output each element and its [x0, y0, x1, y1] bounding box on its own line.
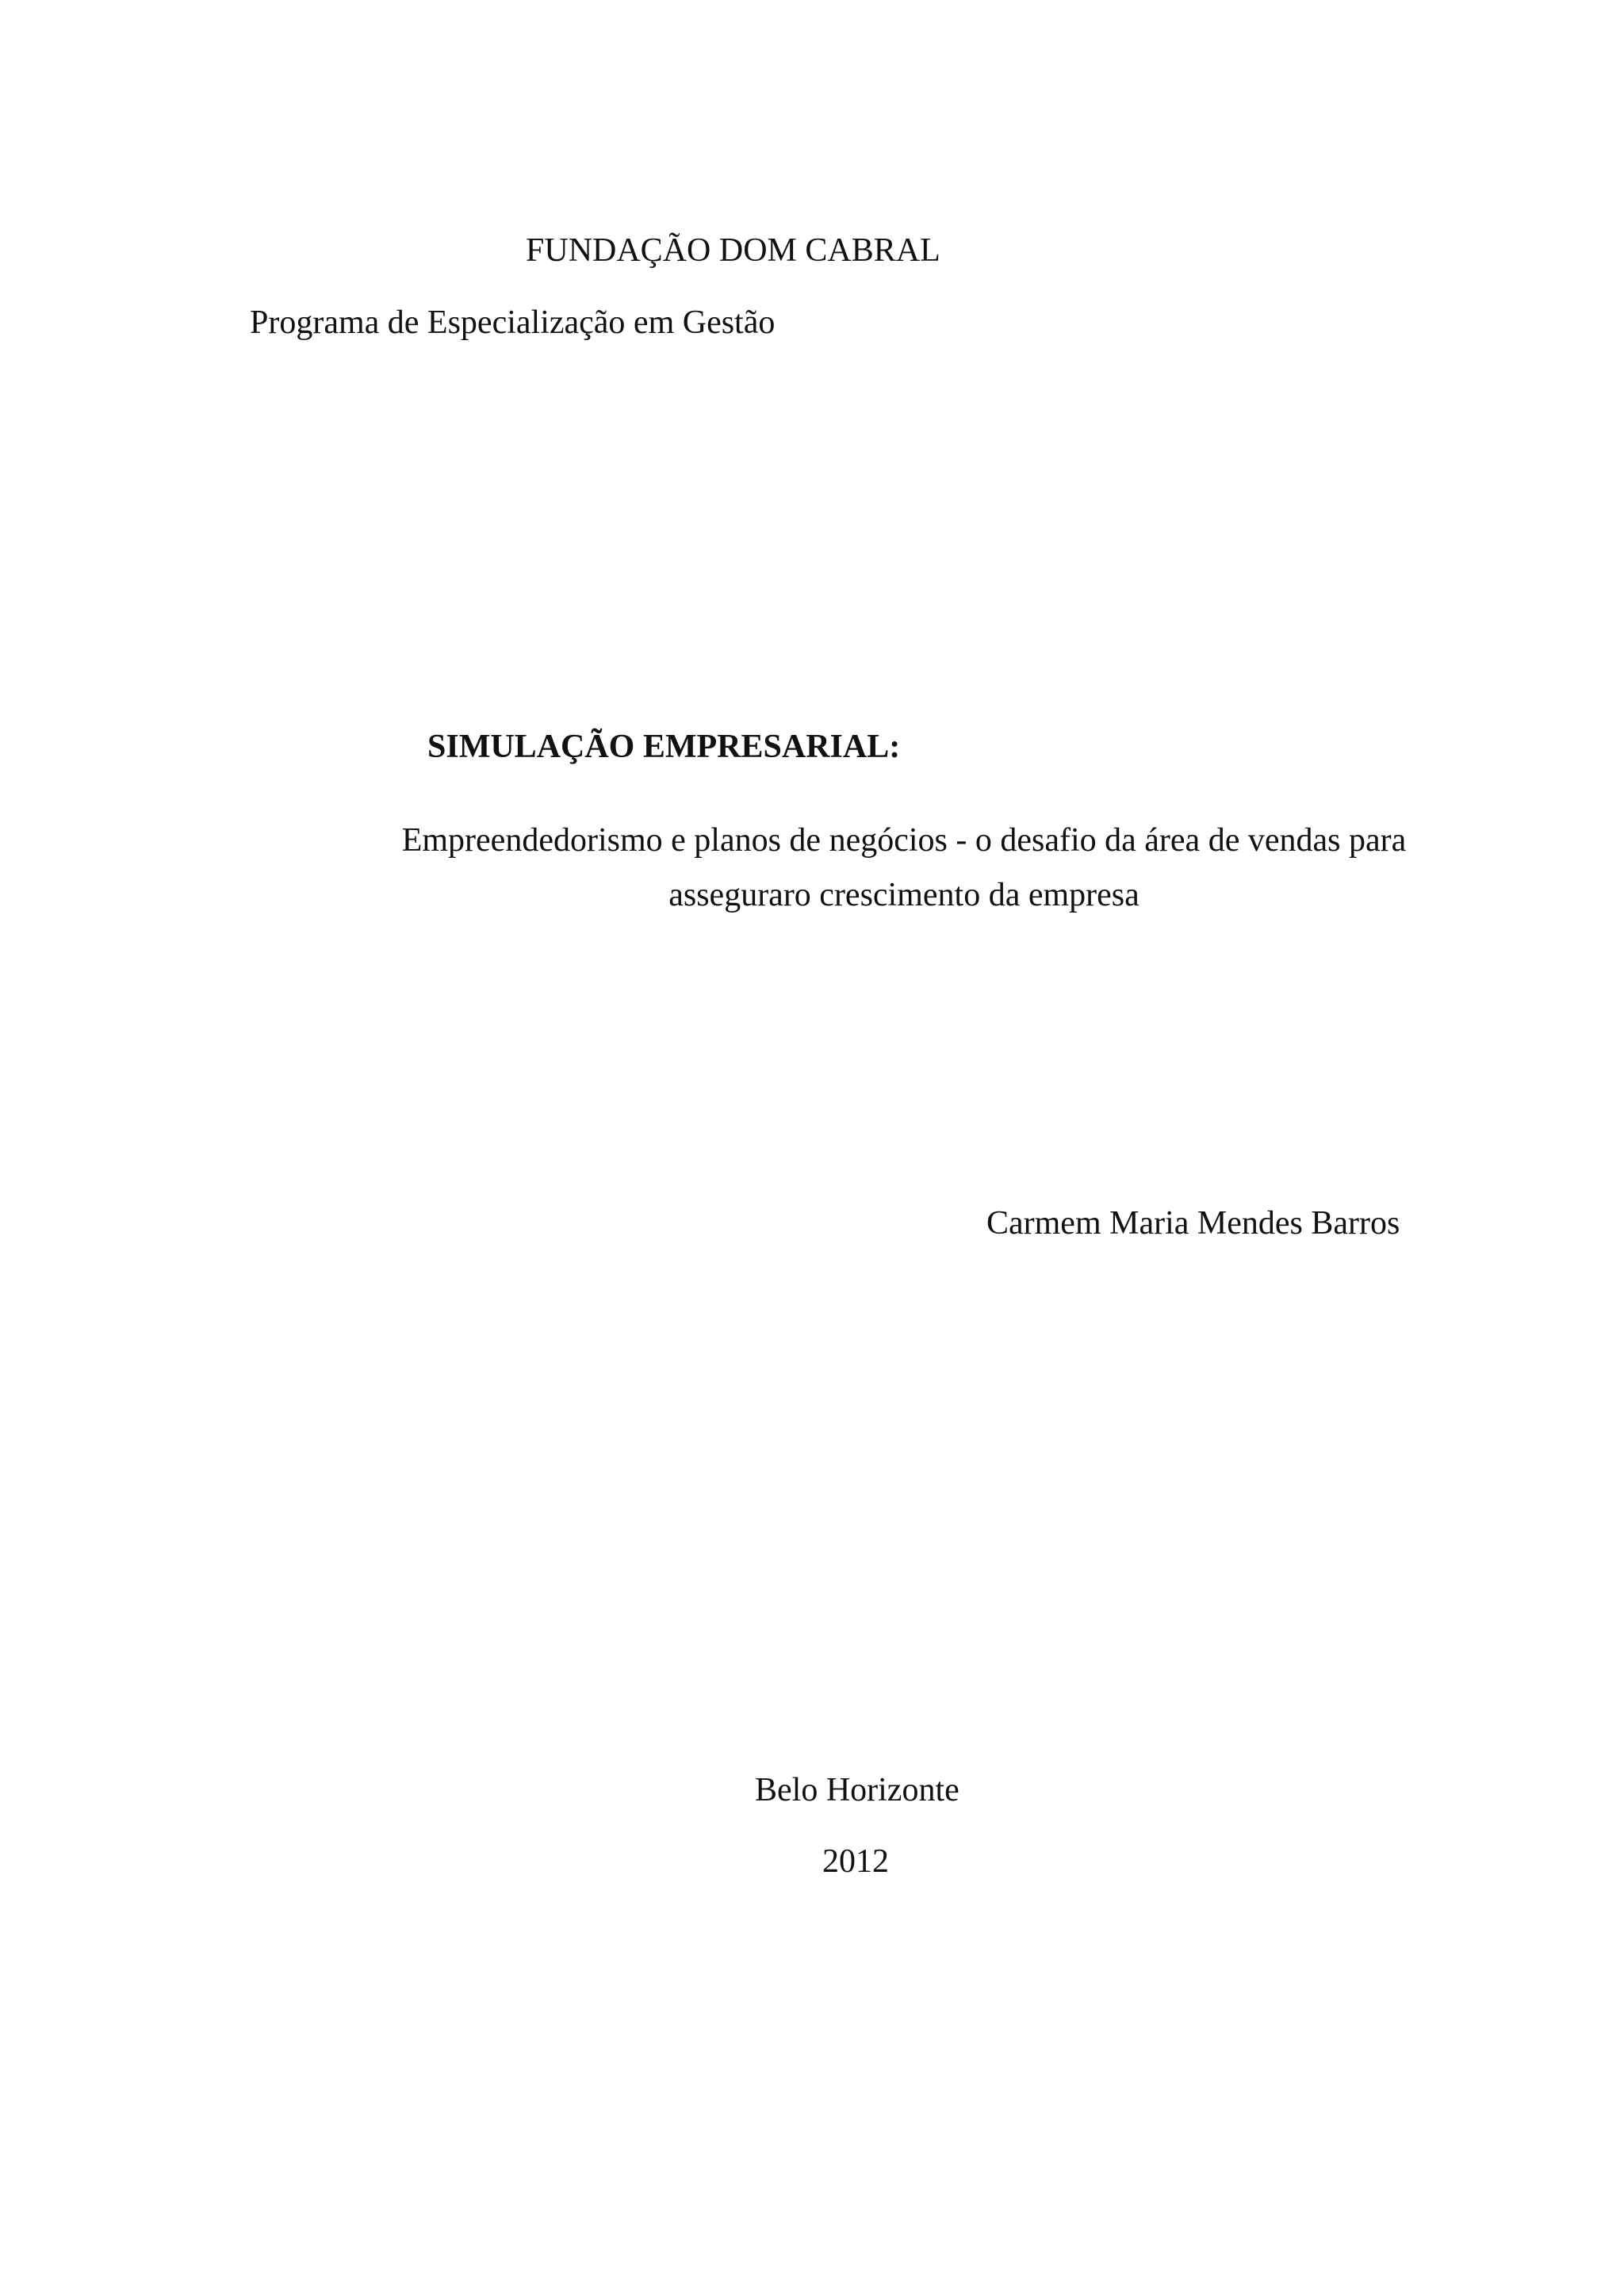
institution-name: FUNDAÇÃO DOM CABRAL	[526, 232, 940, 269]
document-subtitle: Empreendedorismo e planos de negócios - o desafio da área de vendas para asseguraro crescimento da empresa	[401, 822, 1407, 913]
author-name: Carmem Maria Mendes Barros	[986, 1205, 1400, 1242]
publication-year: 2012	[822, 1843, 889, 1880]
document-title: SIMULAÇÃO EMPRESARIAL:	[427, 729, 901, 765]
city-name: Belo Horizonte	[755, 1772, 959, 1808]
program-name: Programa de Especialização em Gestão	[250, 304, 776, 341]
